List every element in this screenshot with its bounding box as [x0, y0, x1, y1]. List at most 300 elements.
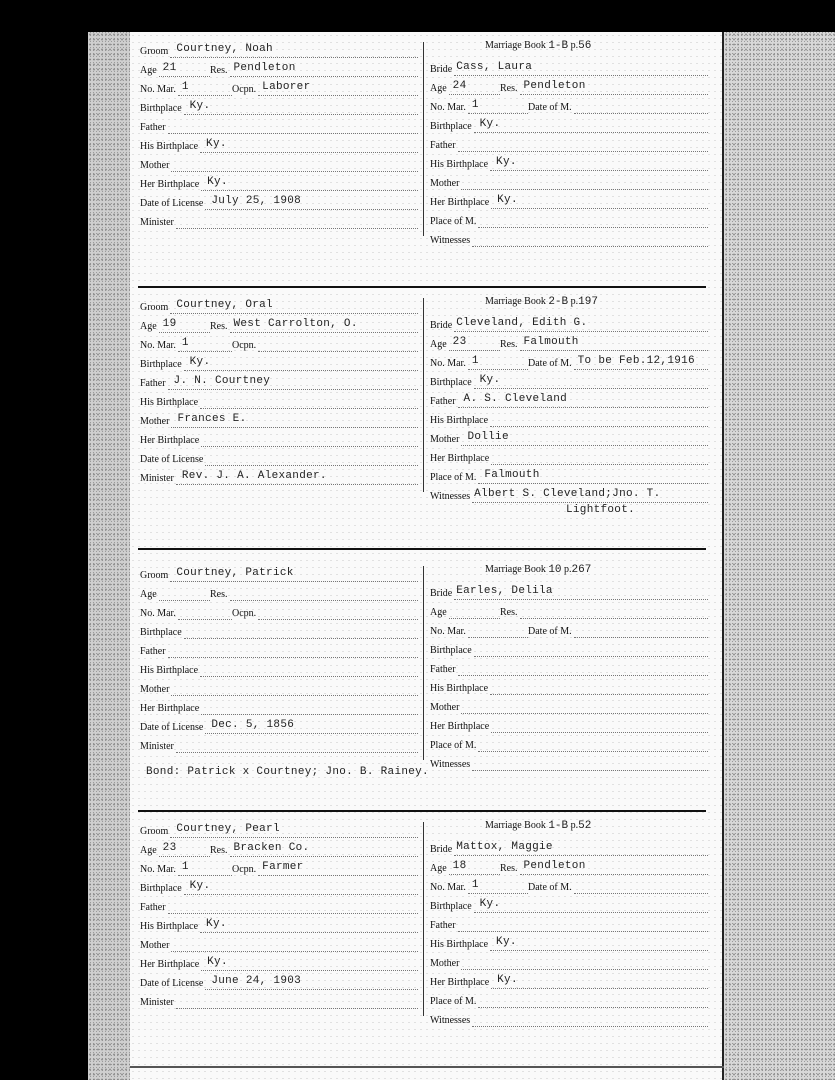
- marriage-book-label: Marriage Book: [485, 40, 549, 51]
- bride-birthplace: [430, 645, 708, 661]
- page-margin-right: [724, 32, 835, 1080]
- marriage-book-page: 267: [571, 564, 592, 576]
- groom-age-res-a: [140, 842, 210, 861]
- bride-name-leader: [454, 598, 708, 600]
- groom-nomar-ocpn-a: [140, 608, 232, 624]
- record-separator: [138, 810, 706, 812]
- groom-her-birthplace-label: Her Birthplace: [140, 703, 200, 714]
- groom-age-res-a-label: Age: [140, 65, 157, 76]
- bride-place-of-m-label: Place of M.: [430, 472, 477, 483]
- groom-father-leader: [168, 912, 418, 914]
- bride-father-leader: [458, 406, 708, 408]
- groom-her-birthplace-leader: [201, 713, 418, 715]
- groom-age-res-a: [140, 62, 210, 81]
- groom-his-birthplace: [140, 665, 418, 681]
- bride-witnesses-label: Witnesses: [430, 491, 471, 502]
- groom-nomar-ocpn-a: [140, 337, 232, 356]
- groom-father: [140, 646, 418, 662]
- groom-father-leader: [168, 388, 418, 390]
- groom-his-birthplace-leader: [200, 407, 418, 409]
- groom-father-label: Father: [140, 122, 166, 133]
- groom-birthplace-leader: [184, 893, 418, 895]
- groom-birthplace-label: Birthplace: [140, 359, 182, 370]
- bond-note: Bond: Patrick x Courtney; Jno. B. Rainey.: [146, 766, 429, 778]
- bride-mother: [430, 431, 708, 450]
- bride-age-res-b-label: Res.: [500, 863, 518, 874]
- groom-age-res-a-label: Age: [140, 845, 157, 856]
- bride-name-value: Mattox, Maggie: [456, 841, 553, 853]
- groom-age-res-b-leader: [230, 855, 419, 857]
- groom-name-leader: [170, 312, 418, 314]
- groom-his-birthplace: [140, 918, 418, 937]
- bride-his-birthplace-label: His Birthplace: [430, 415, 489, 426]
- groom-date-of-license-leader: [205, 464, 418, 466]
- bride-age-res-b-leader: [520, 349, 709, 351]
- bride-birthplace-value: Ky.: [479, 898, 501, 910]
- groom-date-of-license-value: June 24, 1903: [211, 975, 302, 987]
- bride-her-birthplace-leader: [491, 731, 708, 733]
- bride-father-leader: [458, 930, 708, 932]
- groom-nomar-ocpn-b-label: Ocpn.: [232, 864, 257, 875]
- groom-minister-leader: [176, 483, 418, 485]
- bride-age-res-b-value: Pendleton: [523, 80, 586, 92]
- groom-age-res-a-value: 19: [162, 318, 177, 330]
- groom-age-res-a-label: Age: [140, 589, 157, 600]
- groom-date-of-license: [140, 975, 418, 994]
- groom-minister-value: Rev. J. A. Alexander.: [181, 470, 327, 482]
- bride-father-label: Father: [430, 396, 456, 407]
- sheet-right-rule: [722, 32, 724, 1080]
- bride-age-res-b-value: Pendleton: [523, 860, 586, 872]
- groom-age-res-b-label: Res.: [210, 321, 228, 332]
- marriage-book-page-label: p.: [568, 296, 579, 307]
- bride-his-birthplace-label: His Birthplace: [430, 159, 489, 170]
- groom-date-of-license: [140, 719, 418, 738]
- groom-nomar-ocpn-a-value: 1: [181, 861, 189, 873]
- bride-place-of-m-leader: [478, 1006, 708, 1008]
- bride-age-res-b: [500, 336, 708, 355]
- groom-birthplace-label: Birthplace: [140, 627, 182, 638]
- groom-father-label: Father: [140, 378, 166, 389]
- marriage-book-number: 1-B: [548, 820, 569, 832]
- groom-father-label: Father: [140, 646, 166, 657]
- groom-his-birthplace-label: His Birthplace: [140, 397, 199, 408]
- record-separator: [138, 286, 706, 288]
- marriage-book-ref: [485, 820, 591, 832]
- bride-place-of-m-leader: [478, 226, 708, 228]
- groom-mother-label: Mother: [140, 684, 170, 695]
- bride-witnesses-continued: Lightfoot.: [566, 504, 636, 516]
- marriage-book-ref: [485, 40, 591, 52]
- bride-nomar-date-b-label: Date of M.: [528, 626, 572, 637]
- bride-birthplace-leader: [474, 911, 708, 913]
- groom-name-value: Courtney, Oral: [176, 299, 273, 311]
- groom-name: [140, 43, 418, 62]
- groom-father-leader: [168, 132, 418, 134]
- groom-birthplace-leader: [184, 637, 418, 639]
- groom-his-birthplace-leader: [200, 151, 418, 153]
- bride-nomar-date-a: [430, 355, 528, 374]
- bride-birthplace: [430, 118, 708, 137]
- groom-age-res-a-value: 21: [162, 62, 177, 74]
- groom-age-res-b-value: Pendleton: [233, 62, 296, 74]
- bride-name-value: Earles, Delila: [456, 585, 553, 597]
- bride-birthplace-label: Birthplace: [430, 901, 472, 912]
- bride-name-value: Cleveland, Edith G.: [456, 317, 588, 329]
- groom-age-res-b-label: Res.: [210, 845, 228, 856]
- bride-his-birthplace: [430, 936, 708, 955]
- groom-birthplace-leader: [184, 369, 418, 371]
- groom-mother-value: Frances E.: [177, 413, 247, 425]
- bride-mother: [430, 702, 708, 718]
- groom-her-birthplace-label: Her Birthplace: [140, 179, 200, 190]
- bride-age-res-b-label: Res.: [500, 83, 518, 94]
- bride-mother-label: Mother: [430, 178, 460, 189]
- groom-date-of-license-value: Dec. 5, 1856: [211, 719, 295, 731]
- groom-nomar-ocpn-a: [140, 81, 232, 100]
- groom-name-label: Groom: [140, 570, 169, 581]
- groom-nomar-ocpn-a-label: No. Mar.: [140, 608, 176, 619]
- groom-age-res-b-label: Res.: [210, 589, 228, 600]
- groom-his-birthplace-value: Ky.: [206, 138, 227, 150]
- bride-nomar-date-a-value: 1: [471, 879, 479, 891]
- groom-her-birthplace: [140, 956, 418, 975]
- marriage-book-page: 56: [578, 40, 592, 52]
- groom-date-of-license-value: July 25, 1908: [211, 195, 302, 207]
- groom-nomar-ocpn-a-label: No. Mar.: [140, 84, 176, 95]
- bride-witnesses-value: Albert S. Cleveland;Jno. T.: [474, 488, 661, 500]
- bride-father: [430, 920, 708, 936]
- scan-border-left: [0, 0, 88, 1080]
- bride-father: [430, 664, 708, 680]
- bride-nomar-date-b: [528, 626, 708, 642]
- bride-mother-leader: [461, 712, 708, 714]
- bride-her-birthplace-label: Her Birthplace: [430, 721, 490, 732]
- groom-age-res-b: [210, 842, 418, 861]
- bride-age-res-a-label: Age: [430, 863, 447, 874]
- marriage-book-label: Marriage Book: [485, 296, 549, 307]
- bride-her-birthplace: [430, 453, 708, 469]
- bride-age-res-a-label: Age: [430, 607, 447, 618]
- groom-nomar-ocpn-b: [232, 81, 418, 100]
- bride-age-res-a: [430, 80, 500, 99]
- bride-name: [430, 317, 708, 336]
- bride-mother-leader: [461, 188, 708, 190]
- groom-minister-label: Minister: [140, 217, 174, 228]
- marriage-book-label: Marriage Book: [485, 820, 549, 831]
- bride-nomar-date-b-value: To be Feb.12,1916: [577, 355, 695, 367]
- groom-father-label: Father: [140, 902, 166, 913]
- bride-age-res-b-leader: [520, 617, 709, 619]
- marriage-book-number: 10: [548, 564, 562, 576]
- groom-mother-leader: [171, 426, 418, 428]
- marriage-book-page-label: p.: [561, 564, 572, 575]
- groom-name: [140, 823, 418, 842]
- groom-name-label: Groom: [140, 46, 169, 57]
- sheet-bottom-rule: [130, 1066, 724, 1068]
- bride-nomar-date-b-label: Date of M.: [528, 358, 572, 369]
- marriage-book-number: 1-B: [548, 40, 569, 52]
- bride-nomar-date-a-label: No. Mar.: [430, 358, 466, 369]
- groom-age-res-b: [210, 62, 418, 81]
- bride-name-leader: [454, 330, 708, 332]
- groom-his-birthplace-label: His Birthplace: [140, 665, 199, 676]
- bride-her-birthplace-leader: [491, 207, 708, 209]
- groom-age-res-b-leader: [230, 75, 419, 77]
- marriage-book-page-label: p.: [568, 820, 579, 831]
- groom-nomar-ocpn-b-leader: [258, 874, 418, 876]
- groom-her-birthplace-value: Ky.: [207, 956, 228, 968]
- bride-age-res-a-value: 18: [452, 860, 467, 872]
- groom-nomar-ocpn-a-leader: [178, 618, 232, 620]
- groom-nomar-ocpn-b: [232, 861, 418, 880]
- groom-mother: [140, 160, 418, 176]
- groom-age-res-b: [210, 589, 418, 605]
- bride-name-label: Bride: [430, 64, 453, 75]
- bride-birthplace: [430, 374, 708, 393]
- groom-date-of-license-leader: [205, 208, 418, 210]
- bride-name-label: Bride: [430, 588, 453, 599]
- bride-nomar-date-a-label: No. Mar.: [430, 882, 466, 893]
- bride-her-birthplace: [430, 974, 708, 993]
- bride-witnesses-leader: [472, 245, 708, 247]
- bride-birthplace-label: Birthplace: [430, 121, 472, 132]
- bride-witnesses: [430, 235, 708, 251]
- bride-name: [430, 585, 708, 604]
- groom-nomar-ocpn-a-leader: [178, 94, 232, 96]
- bride-her-birthplace: [430, 721, 708, 737]
- bride-age-res-b-label: Res.: [500, 339, 518, 350]
- groom-his-birthplace: [140, 138, 418, 157]
- groom-nomar-ocpn-a-value: 1: [181, 81, 189, 93]
- column-divider: [423, 42, 424, 236]
- groom-date-of-license-leader: [205, 988, 418, 990]
- groom-nomar-ocpn-b-leader: [258, 350, 418, 352]
- bride-her-birthplace-label: Her Birthplace: [430, 977, 490, 988]
- groom-date-of-license-label: Date of License: [140, 722, 204, 733]
- bride-witnesses: [430, 759, 708, 775]
- bride-age-res-b-leader: [520, 873, 709, 875]
- marriage-book-ref: [485, 564, 591, 576]
- bride-father-label: Father: [430, 664, 456, 675]
- groom-age-res-a-leader: [159, 75, 210, 77]
- bride-name: [430, 61, 708, 80]
- groom-name-value: Courtney, Noah: [176, 43, 273, 55]
- bride-nomar-date-b-leader: [574, 636, 708, 638]
- groom-birthplace: [140, 880, 418, 899]
- groom-name-leader: [170, 56, 418, 58]
- bride-place-of-m: [430, 996, 708, 1012]
- groom-nomar-ocpn-a-label: No. Mar.: [140, 340, 176, 351]
- bride-mother-label: Mother: [430, 434, 460, 445]
- groom-minister: [140, 741, 418, 757]
- bride-nomar-date-b: [528, 882, 708, 898]
- bride-her-birthplace-value: Ky.: [497, 194, 518, 206]
- groom-name-leader: [170, 580, 418, 582]
- bride-witnesses-leader: [472, 501, 708, 503]
- bride-mother: [430, 958, 708, 974]
- groom-age-res-b-value: Bracken Co.: [233, 842, 310, 854]
- bride-name-leader: [454, 854, 708, 856]
- groom-father-leader: [168, 656, 418, 658]
- bride-father: [430, 393, 708, 412]
- bride-father-leader: [458, 674, 708, 676]
- groom-birthplace: [140, 356, 418, 375]
- groom-date-of-license: [140, 454, 418, 470]
- bride-place-of-m-label: Place of M.: [430, 216, 477, 227]
- groom-minister-label: Minister: [140, 997, 174, 1008]
- bride-father-leader: [458, 150, 708, 152]
- bride-witnesses-label: Witnesses: [430, 1015, 471, 1026]
- groom-birthplace-leader: [184, 113, 418, 115]
- groom-age-res-b-label: Res.: [210, 65, 228, 76]
- bride-age-res-a: [430, 860, 500, 879]
- bride-her-birthplace: [430, 194, 708, 213]
- bride-his-birthplace: [430, 156, 708, 175]
- groom-her-birthplace-label: Her Birthplace: [140, 435, 200, 446]
- bride-mother-leader: [461, 444, 708, 446]
- groom-date-of-license-label: Date of License: [140, 198, 204, 209]
- bride-name-value: Cass, Laura: [456, 61, 533, 73]
- page-margin-left: [88, 32, 130, 1080]
- bride-witnesses-label: Witnesses: [430, 759, 471, 770]
- groom-date-of-license: [140, 195, 418, 214]
- groom-name: [140, 299, 418, 318]
- groom-nomar-ocpn-b-label: Ocpn.: [232, 608, 257, 619]
- groom-mother: [140, 940, 418, 956]
- groom-nomar-ocpn-b-label: Ocpn.: [232, 340, 257, 351]
- bride-age-res-a-leader: [449, 349, 500, 351]
- groom-birthplace-label: Birthplace: [140, 883, 182, 894]
- groom-name-value: Courtney, Pearl: [176, 823, 280, 835]
- groom-his-birthplace-label: His Birthplace: [140, 921, 199, 932]
- scan-border-top: [88, 0, 835, 32]
- bride-father-value: A. S. Cleveland: [463, 393, 568, 405]
- bride-place-of-m-value: Falmouth: [484, 469, 540, 481]
- groom-age-res-b-leader: [230, 331, 419, 333]
- bride-nomar-date-a-leader: [468, 112, 528, 114]
- bride-nomar-date-b: [528, 355, 708, 374]
- groom-nomar-ocpn-a-leader: [178, 874, 232, 876]
- groom-her-birthplace-leader: [201, 969, 418, 971]
- groom-minister-leader: [176, 1007, 418, 1009]
- bride-place-of-m-label: Place of M.: [430, 996, 477, 1007]
- bride-age-res-b: [500, 860, 708, 879]
- bride-place-of-m-leader: [478, 750, 708, 752]
- groom-mother-leader: [171, 694, 418, 696]
- groom-age-res-b-leader: [230, 599, 419, 601]
- bride-nomar-date-b-leader: [574, 112, 708, 114]
- bride-nomar-date-b-label: Date of M.: [528, 882, 572, 893]
- groom-her-birthplace-label: Her Birthplace: [140, 959, 200, 970]
- bride-birthplace-value: Ky.: [479, 374, 501, 386]
- groom-minister-label: Minister: [140, 473, 174, 484]
- bride-nomar-date-a: [430, 879, 528, 898]
- groom-minister: [140, 997, 418, 1013]
- groom-birthplace: [140, 627, 418, 643]
- groom-nomar-ocpn-b-label: Ocpn.: [232, 84, 257, 95]
- bride-age-res-b-value: Falmouth: [523, 336, 579, 348]
- bride-birthplace-label: Birthplace: [430, 377, 472, 388]
- groom-mother: [140, 413, 418, 432]
- groom-his-birthplace: [140, 397, 418, 413]
- bride-his-birthplace-value: Ky.: [496, 936, 517, 948]
- bride-nomar-date-b: [528, 102, 708, 118]
- groom-her-birthplace: [140, 176, 418, 195]
- bride-age-res-a: [430, 607, 500, 623]
- groom-birthplace-value: Ky.: [189, 880, 211, 892]
- groom-his-birthplace-label: His Birthplace: [140, 141, 199, 152]
- bride-mother: [430, 178, 708, 194]
- bride-nomar-date-a-label: No. Mar.: [430, 626, 466, 637]
- column-divider: [423, 822, 424, 1016]
- groom-mother-label: Mother: [140, 416, 170, 427]
- bride-nomar-date-a-value: 1: [471, 355, 479, 367]
- groom-age-res-a-value: 23: [162, 842, 177, 854]
- bride-age-res-b-leader: [520, 93, 709, 95]
- bride-birthplace-value: Ky.: [479, 118, 501, 130]
- groom-her-birthplace: [140, 703, 418, 719]
- marriage-book-page-label: p.: [568, 40, 579, 51]
- bride-age-res-b: [500, 80, 708, 99]
- groom-mother-label: Mother: [140, 160, 170, 171]
- marriage-book-page: 197: [578, 296, 598, 308]
- bride-age-res-a-label: Age: [430, 339, 447, 350]
- bride-her-birthplace-leader: [491, 987, 708, 989]
- groom-nomar-ocpn-b: [232, 340, 418, 356]
- bride-nomar-date-a-leader: [468, 636, 528, 638]
- groom-father: [140, 902, 418, 918]
- bride-birthplace-leader: [474, 655, 708, 657]
- groom-her-birthplace-value: Ky.: [207, 176, 228, 188]
- groom-mother: [140, 684, 418, 700]
- groom-name-value: Courtney, Patrick: [176, 567, 294, 579]
- bride-his-birthplace-value: Ky.: [496, 156, 517, 168]
- bride-nomar-date-a-leader: [468, 368, 528, 370]
- bride-his-birthplace-label: His Birthplace: [430, 683, 489, 694]
- bride-nomar-date-a: [430, 99, 528, 118]
- bride-nomar-date-b-leader: [574, 368, 708, 370]
- groom-nomar-ocpn-b-value: Laborer: [262, 81, 311, 93]
- bride-age-res-a-leader: [449, 93, 500, 95]
- groom-minister: [140, 217, 418, 233]
- bride-name-leader: [454, 74, 708, 76]
- record-separator: [138, 548, 706, 550]
- groom-age-res-a: [140, 589, 210, 605]
- groom-age-res-a-label: Age: [140, 321, 157, 332]
- bride-mother-label: Mother: [430, 702, 460, 713]
- bride-his-birthplace-leader: [490, 949, 708, 951]
- bride-father-label: Father: [430, 920, 456, 931]
- bride-her-birthplace-leader: [491, 463, 708, 465]
- groom-age-res-a-leader: [159, 855, 210, 857]
- groom-mother-leader: [171, 170, 418, 172]
- bride-age-res-a-label: Age: [430, 83, 447, 94]
- groom-father: [140, 122, 418, 138]
- bride-name-label: Bride: [430, 320, 453, 331]
- bride-birthplace: [430, 898, 708, 917]
- bride-nomar-date-a-value: 1: [471, 99, 479, 111]
- groom-nomar-ocpn-a-label: No. Mar.: [140, 864, 176, 875]
- groom-mother-label: Mother: [140, 940, 170, 951]
- bride-witnesses-label: Witnesses: [430, 235, 471, 246]
- bride-place-of-m-leader: [478, 482, 708, 484]
- groom-his-birthplace-leader: [200, 675, 418, 677]
- bride-age-res-b-label: Res.: [500, 607, 518, 618]
- groom-minister: [140, 470, 418, 489]
- marriage-book-label: Marriage Book: [485, 564, 549, 575]
- groom-his-birthplace-value: Ky.: [206, 918, 227, 930]
